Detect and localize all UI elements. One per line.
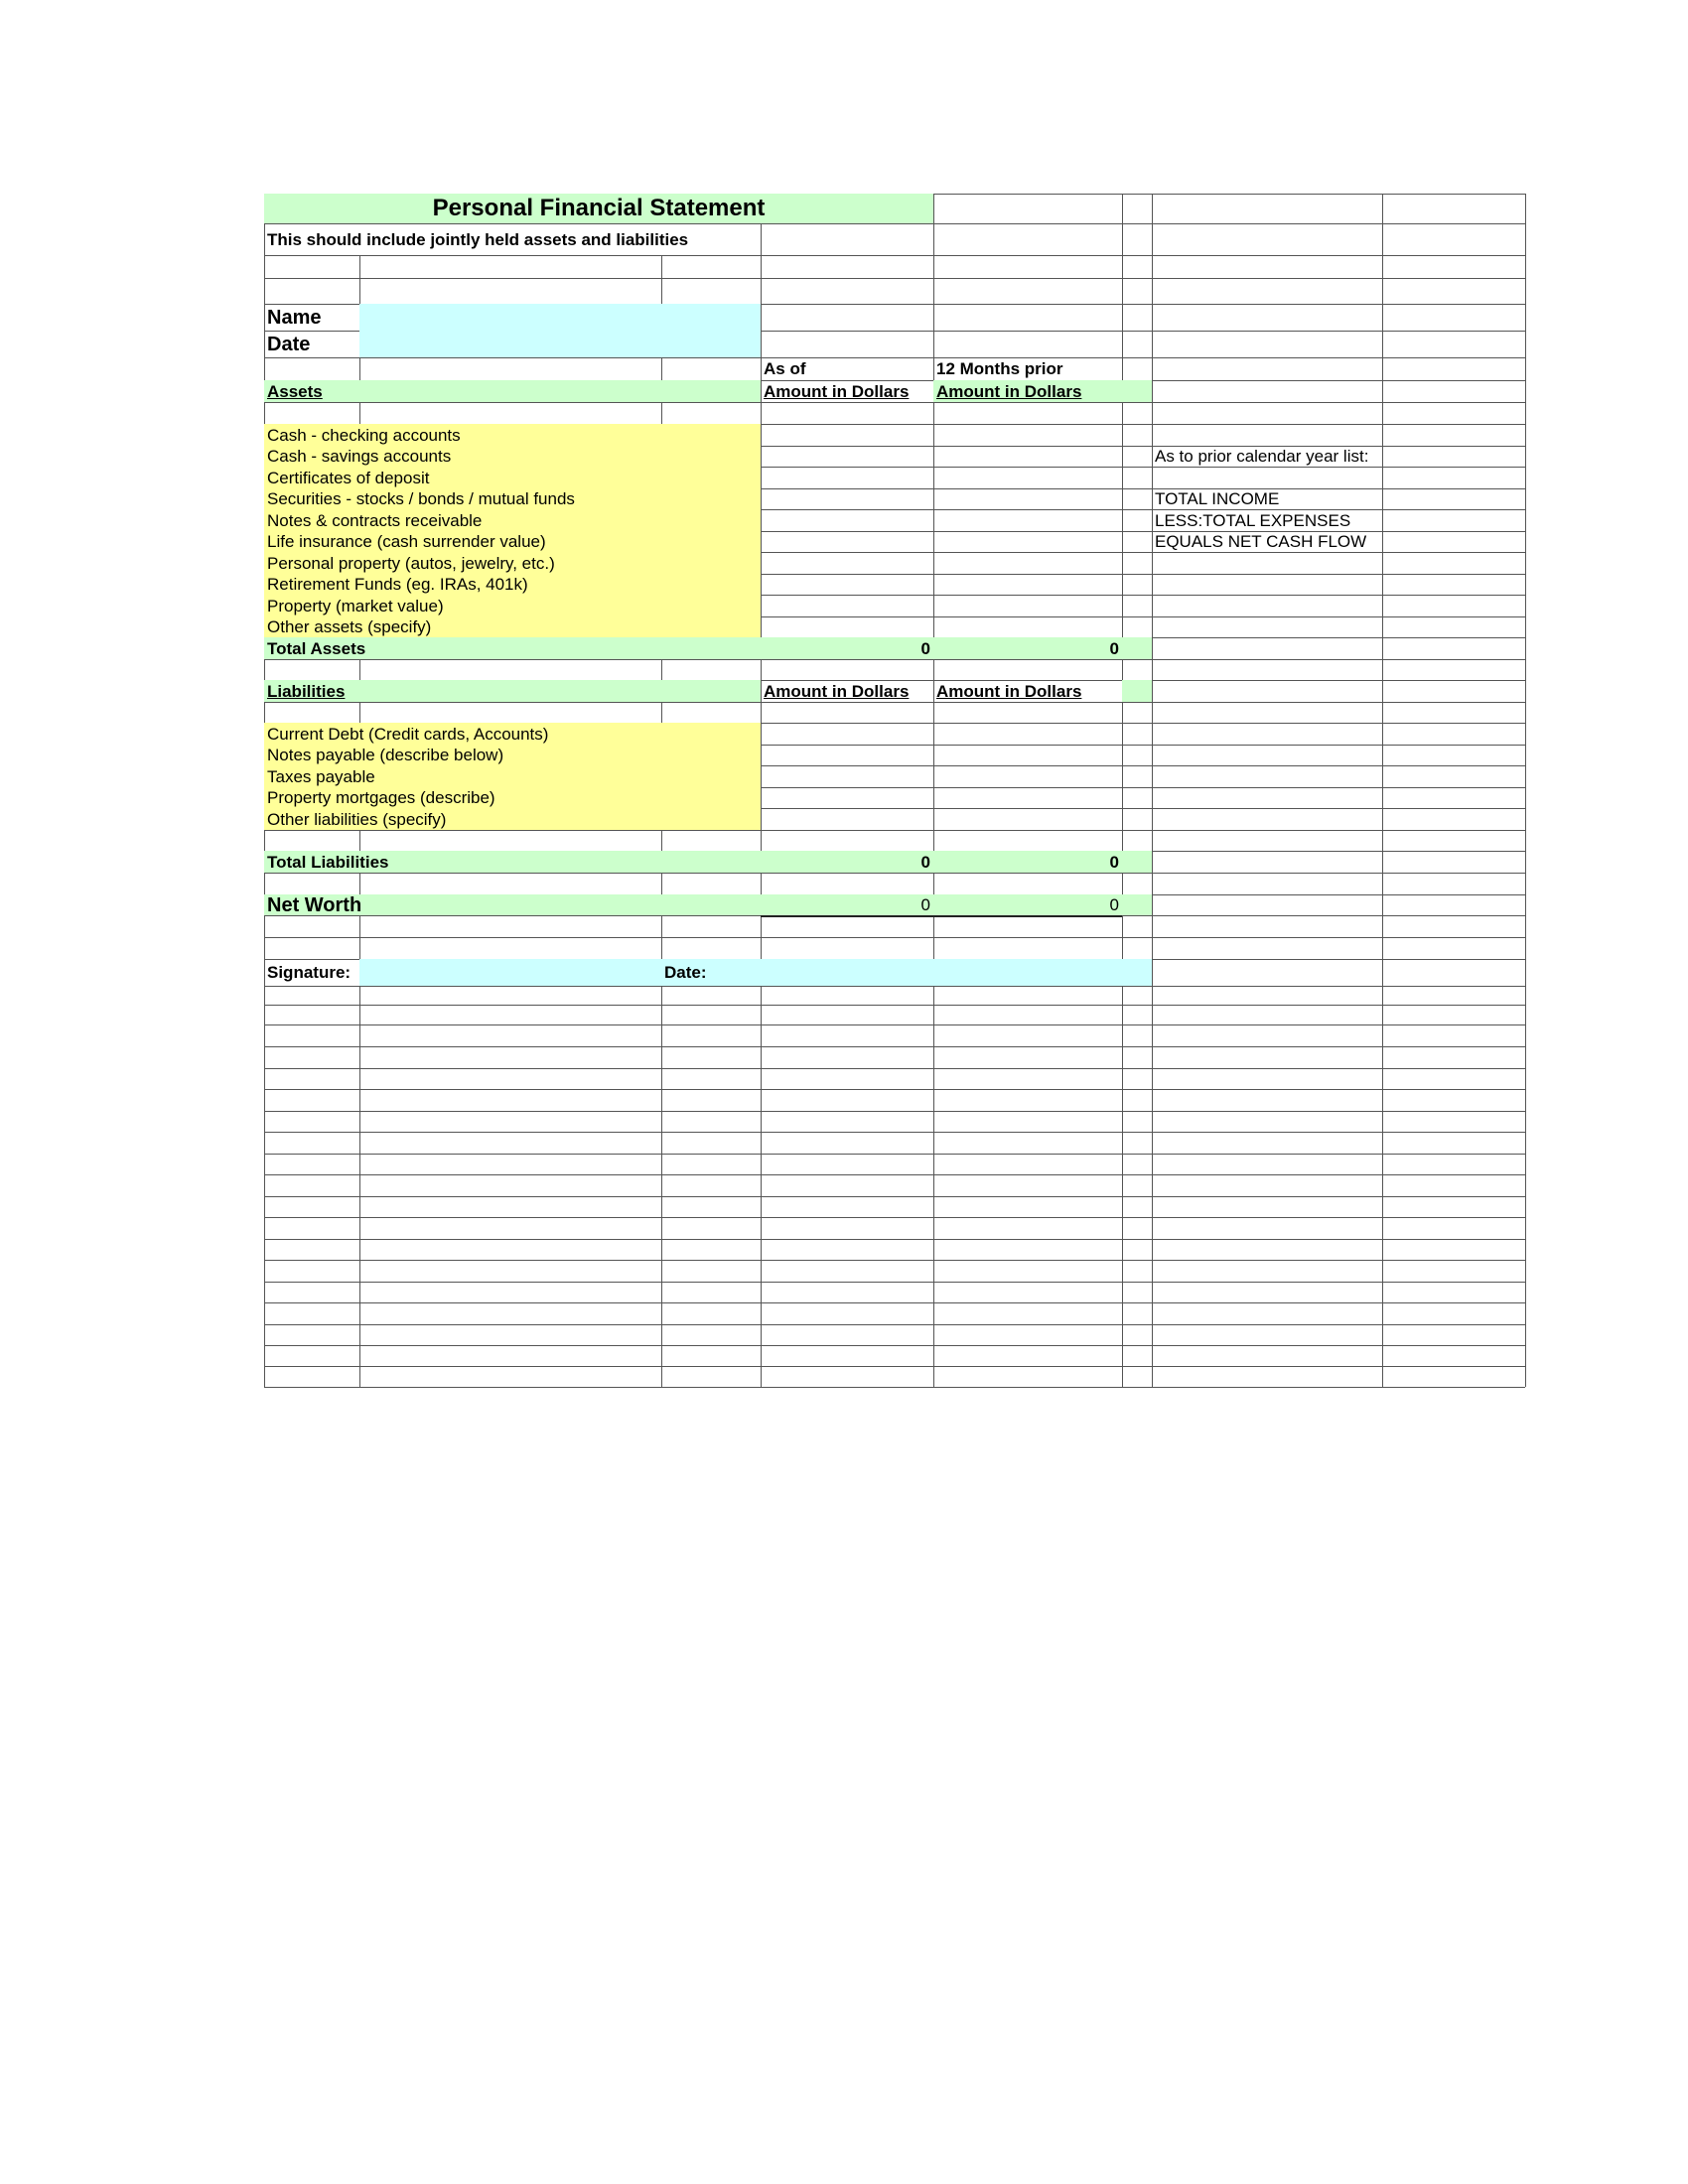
row-line [264, 937, 1525, 938]
liability-item: Property mortgages (describe) [267, 788, 495, 807]
liabilities-amount-header-prior: Amount in Dollars [936, 681, 1082, 701]
row-line [264, 1046, 1525, 1047]
row-line [264, 986, 1525, 987]
asset-item: Cash - checking accounts [267, 425, 461, 445]
row-line [264, 659, 1525, 660]
row-line [264, 873, 1525, 874]
total-liabilities-current: 0 [920, 852, 930, 872]
liability-item: Notes payable (describe below) [267, 746, 504, 764]
date-label: Date [267, 333, 311, 355]
total-assets-current: 0 [920, 638, 930, 658]
row-line [264, 1302, 1525, 1303]
asset-item: Life insurance (cash surrender value) [267, 532, 546, 551]
page-title: Personal Financial Statement [432, 195, 766, 221]
asset-item: Retirement Funds (eg. IRAs, 401k) [267, 575, 528, 594]
asset-item: Certificates of deposit [267, 468, 430, 487]
liability-item: Taxes payable [267, 766, 375, 786]
subtitle: This should include jointly held assets and liabilities [267, 229, 689, 249]
liability-item: Current Debt (Credit cards, Accounts) [267, 724, 549, 744]
row-line [264, 402, 1525, 403]
liability-item: Other liabilities (specify) [267, 809, 447, 829]
total-liabilities-prior: 0 [1109, 852, 1119, 872]
name-input[interactable] [359, 304, 761, 331]
assets-header: Assets [267, 381, 323, 401]
assets-amount-header-current: Amount in Dollars [764, 381, 910, 401]
net-worth-label: Net Worth [267, 893, 362, 916]
col-line [1525, 194, 1526, 1387]
total-liabilities-label: Total Liabilities [267, 852, 389, 872]
side-panel-line: EQUALS NET CASH FLOW [1155, 532, 1367, 551]
row-line [264, 1239, 1525, 1240]
asset-item: Property (market value) [267, 596, 444, 615]
net-worth-current: 0 [920, 895, 930, 914]
cell-fill [1122, 680, 1152, 702]
signature-date-input[interactable] [761, 959, 1122, 986]
col-line [1122, 194, 1123, 1387]
signature-label: Signature: [267, 963, 352, 982]
total-assets-label: Total Assets [267, 638, 366, 658]
asset-item: Personal property (autos, jewelry, etc.) [267, 553, 555, 573]
col-line [1152, 194, 1153, 1387]
row-line [264, 1196, 1525, 1197]
signature-date-label: Date: [664, 963, 707, 982]
row-line [264, 1089, 1525, 1090]
date-input[interactable] [359, 331, 761, 357]
asset-item: Securities - stocks / bonds / mutual funds [267, 489, 575, 508]
financial-statement-sheet [264, 194, 1525, 1387]
row-line [264, 1005, 1525, 1006]
total-assets-prior: 0 [1109, 638, 1119, 658]
row-line [264, 1154, 1525, 1155]
row-line [264, 1260, 1525, 1261]
row-line [264, 1324, 1525, 1325]
side-panel-line: LESS:TOTAL EXPENSES [1155, 510, 1351, 530]
row-line [264, 255, 1525, 256]
row-line [264, 1217, 1525, 1218]
row-line [264, 1024, 1525, 1025]
liabilities-header: Liabilities [267, 681, 346, 701]
side-panel-heading: As to prior calendar year list: [1155, 447, 1369, 466]
row-line [264, 1068, 1525, 1069]
row-line [264, 1282, 1525, 1283]
row-line [264, 1387, 1525, 1388]
row-line [264, 1366, 1525, 1367]
row-line [264, 702, 1525, 703]
row-line [264, 1345, 1525, 1346]
col-line [1382, 194, 1383, 1387]
as-of-header: As of [764, 359, 806, 378]
asset-item: Notes & contracts receivable [267, 510, 483, 530]
assets-amount-header-prior: Amount in Dollars [936, 381, 1082, 401]
row-line [264, 278, 1525, 279]
liabilities-amount-header-current: Amount in Dollars [764, 681, 910, 701]
row-line [264, 1132, 1525, 1133]
name-label: Name [267, 306, 322, 329]
net-worth-prior: 0 [1109, 895, 1119, 914]
row-line [264, 1111, 1525, 1112]
row-line [264, 830, 1525, 831]
side-panel-line: TOTAL INCOME [1155, 489, 1280, 508]
asset-item: Cash - savings accounts [267, 447, 452, 466]
months-prior-header: 12 Months prior [936, 359, 1063, 378]
asset-item: Other assets (specify) [267, 617, 432, 636]
row-line [264, 1174, 1525, 1175]
